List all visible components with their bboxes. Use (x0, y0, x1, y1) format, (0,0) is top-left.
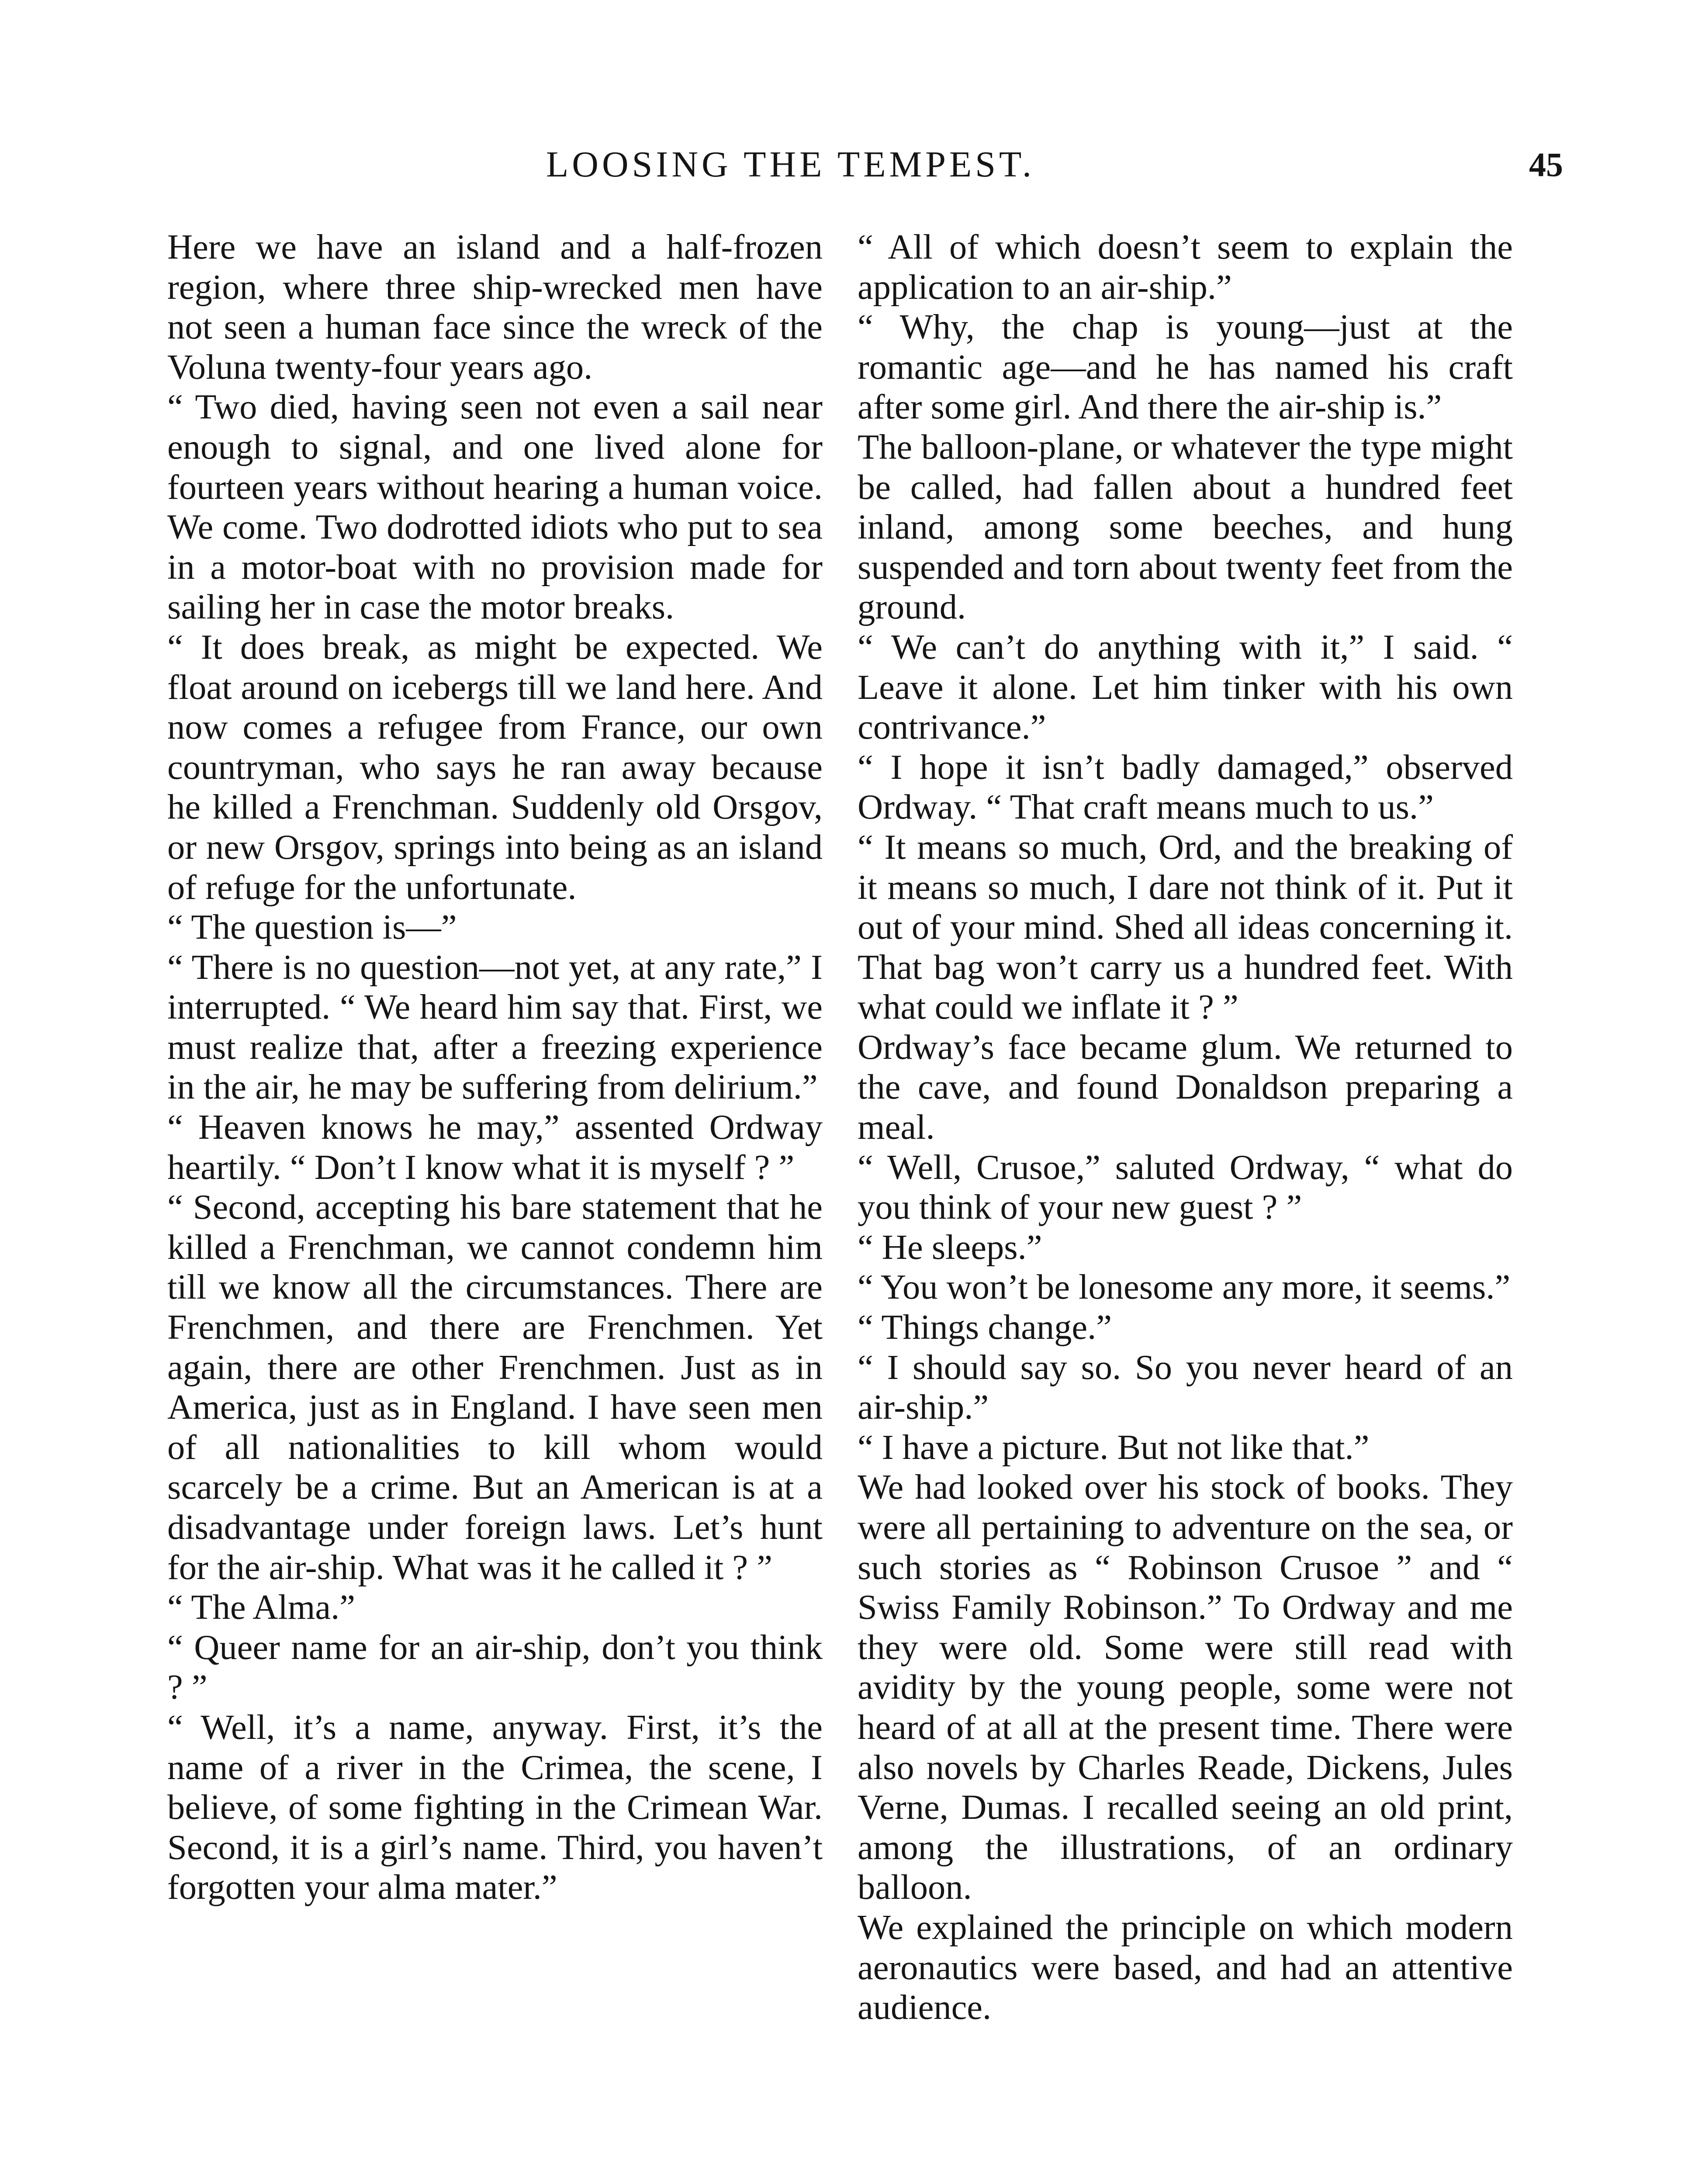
paragraph: “ All of which doesn’t seem to explain the application to an air-ship.” (858, 228, 1513, 307)
paragraph: “ Well, Crusoe,” saluted Ordway, “ what do you think of your new guest ? ” (858, 1147, 1513, 1227)
paragraph: “ He sleeps.” (858, 1227, 1042, 1267)
page-header (0, 141, 1688, 189)
running-title: LOOSING THE TEMPEST. (546, 144, 1035, 185)
right-column (858, 227, 1513, 2028)
paragraph: We explained the principle on which modern aeronautics were based, and had an attentive audience. (858, 1908, 1513, 2027)
paragraph: “ I hope it isn’t badly damaged,” observed Ordway. “ That craft means much to us.” (858, 747, 1513, 827)
paragraph: “ Queer name for an air-ship, don’t you think ? ” (167, 1628, 823, 1707)
paragraph: “ It does break, as might be expected. We float around on icebergs till we land here. And now comes a refugee from France, our own countryman, who says he ran away because he killed a Frenchman. Suddenly old Orsgov, or new Orsgov, springs into being as an island of refuge for the unfortunate. (167, 627, 823, 907)
paragraph: The balloon-plane, or whatever the type might be called, had fallen about a hundred feet inland, among some beeches, and hung suspended and torn about twenty feet from the ground. (858, 427, 1513, 627)
paragraph: “ There is no question—not yet, at any rate,” I interrupted. “ We heard him say that. First, we must realize that, after a freezing experience in the air, he may be suffering from delirium.” (167, 947, 823, 1107)
paragraph: We had looked over his stock of books. They were all pertaining to adventure on the sea, or such stories as “ Robinson Crusoe ” and “ Swiss Family Robinson.” To Ordway and me they were old. Some were still read with avidity by the young people, some were not heard of at all at the present time. There were also novels by Charles Reade, Dickens, Jules Verne, Dumas. I recalled seeing an old print, among the illustrations, of an ordinary balloon. (858, 1468, 1513, 1907)
paragraph: “ We can’t do anything with it,” I said. “ Leave it alone. Let him tinker with his own contrivance.” (858, 627, 1513, 747)
paragraph: “ I have a picture. But not like that.” (858, 1427, 1370, 1467)
paragraph: “ Well, it’s a name, anyway. First, it’s the name of a river in the Crimea, the scene, I believe, of some fighting in the Crimean War. Second, it is a girl’s name. Third, you haven’t forgotten your alma mater.” (167, 1707, 823, 1907)
paragraph: “ You won’t be lonesome any more, it seems.” (858, 1268, 1511, 1307)
paragraph: “ The question is—” (167, 908, 457, 947)
paragraph: “ I should say so. So you never heard of an air-ship.” (858, 1348, 1513, 1427)
paragraph: Ordway’s face became glum. We returned to the cave, and found Donaldson preparing a meal. (858, 1027, 1513, 1147)
paragraph: Here we have an island and a half-frozen region, where three ship-wrecked men have not seen a human face since the wreck of the Voluna twenty-four years ago. (167, 228, 823, 387)
left-column (167, 227, 823, 1908)
paragraph: “ The Alma.” (167, 1588, 355, 1627)
paragraph: “ Second, accepting his bare statement that he killed a Frenchman, we cannot condemn him till we know all the circumstances. There are Frenchmen, and there are Frenchmen. Yet again, there are other Frenchmen. Just as in America, just as in England. I have seen men of all nationalities to kill whom would scarcely be a crime. But an American is at a disadvantage under foreign laws. Let’s hunt for the air-ship. What was it he called it ? ” (167, 1188, 823, 1587)
paragraph: “ Why, the chap is young—just at the romantic age—and he has named his craft after some girl. And there the air-ship is.” (858, 308, 1513, 427)
paragraph: “ Things change.” (858, 1308, 1112, 1347)
page-number: 45 (1529, 145, 1563, 183)
paragraph: “ Heaven knows he may,” assented Ordway heartily. “ Don’t I know what it is myself ? ” (167, 1108, 823, 1187)
paragraph: “ Two died, having seen not even a sail near enough to signal, and one lived alone for fourteen years without hearing a human voice. We come. Two dodrotted idiots who put to sea in a motor-boat with no provision made for sailing her in case the motor breaks. (167, 387, 823, 627)
paragraph: “ It means so much, Ord, and the breaking of it means so much, I dare not think of it. Put it out of your mind. Shed all ideas concerning it. That bag won’t carry us a hundred feet. With what could we inflate it ? ” (858, 827, 1513, 1027)
